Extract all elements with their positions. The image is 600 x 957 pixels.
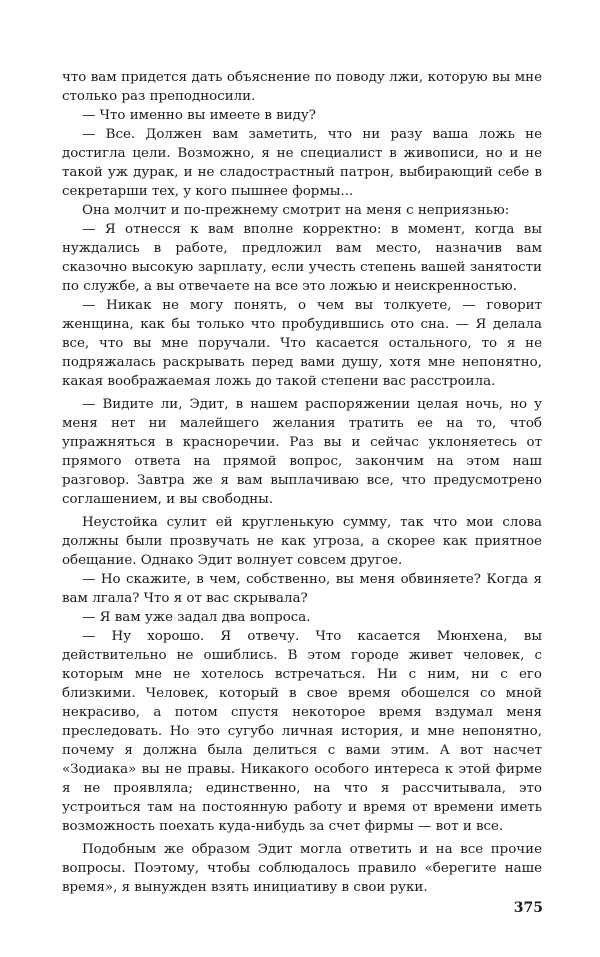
paragraph-continuation: что вам придется дать объяснение по поводу лжи, которую вы мне столько раз преподносили.	[62, 70, 542, 104]
book-page-text	[62, 68, 542, 897]
paragraph-dialogue: — Я отнесся к вам вполне корректно: в момент, когда вы нуждались в работе, предложил вам место, назначив вам сказочно высокую зарплату, если учесть степень вашей занятости по службе, а вы отвечаете на все это ложью и неискренностью.	[62, 222, 542, 294]
paragraph-dialogue: — Все. Должен вам заметить, что ни разу ваша ложь не достигла цели. Возможно, я не специалист в живописи, но и не такой уж дурак, и не сладострастный патрон, выбирающий себе в секретарши тех, у кого пышнее формы...	[62, 127, 542, 199]
paragraph-dialogue: — Ну хорошо. Я отвечу. Что касается Мюнхена, вы действительно не ошиблись. В этом городе живет человек, с которым мне не хотелось встречаться. Ни с ним, ни с его близкими. Человек, который в свое время обошелся со мной некрасиво, а потом спустя некоторое время вздумал меня преследовать. Но это сугубо личная история, и мне непонятно, почему я должна была делиться с вами этим. А вот насчет «Зодиака» вы не правы. Никакого особого интереса к этой фирме я не проявляла; единственно, на что я рассчитывала, это устроиться там на постоянную работу и время от времени иметь возможность поехать куда-нибудь за счет фирмы — вот и все.	[62, 629, 542, 834]
paragraph-dialogue: — Я вам уже задал два вопроса.	[82, 610, 311, 625]
paragraph-dialogue: — Но скажите, в чем, собственно, вы меня обвиняете? Когда я вам лгала? Что я от вас скрывала?	[62, 572, 542, 606]
page-number: 375	[513, 900, 543, 916]
paragraph-dialogue: — Что именно вы имеете в виду?	[82, 108, 316, 123]
paragraph-narration: Подобным же образом Эдит могла ответить и на все прочие вопросы. Поэтому, чтобы соблюдалось правило «берегите наше время», я вынужден взять инициативу в свои руки.	[62, 842, 542, 895]
paragraph-dialogue: — Никак не могу понять, о чем вы толкуете, — говорит женщина, как бы только что пробудившись ото сна. — Я делала все, что вы мне поручали. Что касается остального, то я не подряжалась раскрывать перед вами душу, хотя мне непонятно, какая воображаемая ложь до такой степени вас расстроила.	[62, 298, 542, 389]
paragraph-narration: Она молчит и по-прежнему смотрит на меня с неприязнью:	[82, 203, 510, 218]
paragraph-dialogue: — Видите ли, Эдит, в нашем распоряжении целая ночь, но у меня нет ни малейшего желания тратить ее на то, чтоб упражняться в красноречии. Раз вы и сейчас уклоняетесь от прямого ответа на прямой вопрос, закончим на этом наш разговор. Завтра же я вам выплачиваю все, что предусмотрено соглашением, и вы свободны.	[62, 397, 542, 507]
paragraph-narration: Неустойка сулит ей кругленькую сумму, так что мои слова должны были прозвучать не как угроза, а скорее как приятное обещание. Однако Эдит волнует совсем другое.	[62, 515, 542, 568]
